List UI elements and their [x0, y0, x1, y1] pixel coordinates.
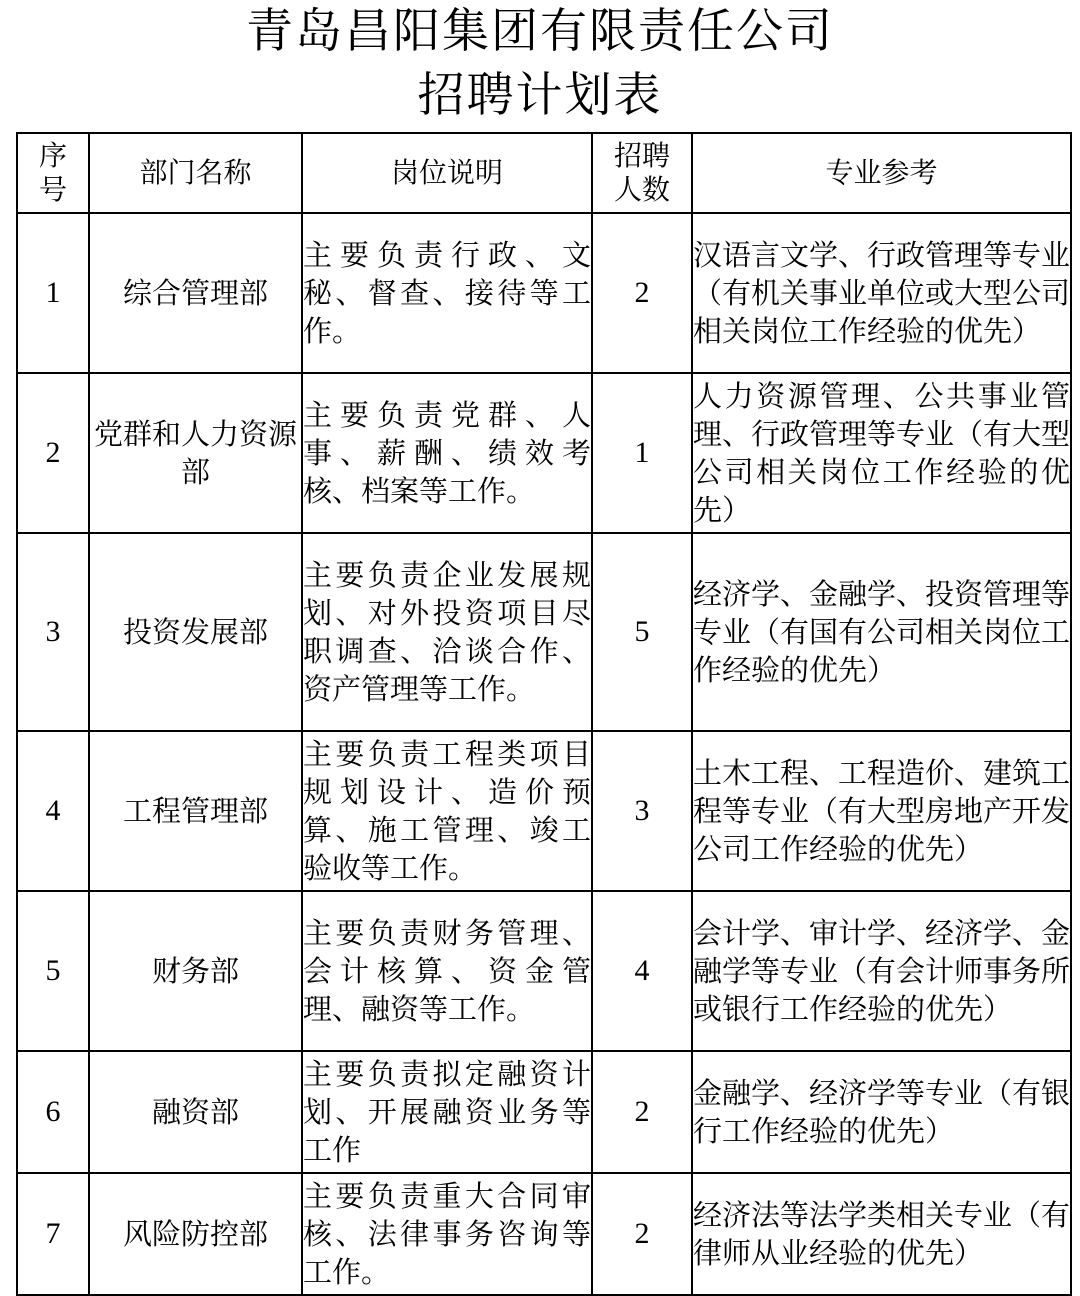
- table-row: [17, 373, 1071, 533]
- cell-seq: 5: [17, 891, 89, 1051]
- cell-count: 5: [592, 533, 692, 731]
- document-title: 青岛昌阳集团有限责任公司: [246, 4, 834, 59]
- cell-dept: 投资发展部: [89, 533, 302, 731]
- cell-seq: 7: [17, 1173, 89, 1295]
- header-dept: 部门名称: [89, 133, 302, 213]
- cell-duty: 主要负责财务管理、会计核算、资金管理、融资等工作。: [302, 891, 592, 1051]
- cell-duty: 主要负责企业发展规划、对外投资项目尽职调查、洽谈合作、资产管理等工作。: [302, 533, 592, 731]
- cell-major: 汉语言文学、行政管理等专业（有机关事业单位或大型公司相关岗位工作经验的优先）: [692, 213, 1071, 373]
- table-row: [17, 213, 1071, 373]
- cell-count: 2: [592, 213, 692, 373]
- recruitment-plan-table: [16, 132, 1072, 1296]
- cell-seq: 1: [17, 213, 89, 373]
- cell-count: 3: [592, 731, 692, 891]
- cell-duty: 主要负责工程类项目规划设计、造价预算、施工管理、竣工验收等工作。: [302, 731, 592, 891]
- cell-seq: 6: [17, 1051, 89, 1173]
- table-row: [17, 1051, 1071, 1173]
- cell-dept: 融资部: [89, 1051, 302, 1173]
- cell-count: 2: [592, 1173, 692, 1295]
- cell-dept: 工程管理部: [89, 731, 302, 891]
- cell-duty: 主要负责党群、人事、薪酬、绩效考核、档案等工作。: [302, 373, 592, 533]
- document-subtitle: 招聘计划表: [417, 68, 663, 123]
- cell-duty: 主要负责行政、文秘、督查、接待等工作。: [302, 213, 592, 373]
- cell-major: 经济学、金融学、投资管理等专业（有国有公司相关岗位工作经验的优先）: [692, 533, 1071, 731]
- cell-dept: 综合管理部: [89, 213, 302, 373]
- table-row: [17, 1173, 1071, 1295]
- cell-major: 金融学、经济学等专业（有银行工作经验的优先）: [692, 1051, 1071, 1173]
- header-duty: 岗位说明: [302, 133, 592, 213]
- cell-dept: 风险防控部: [89, 1173, 302, 1295]
- header-seq: 序号: [17, 133, 89, 213]
- cell-dept: 财务部: [89, 891, 302, 1051]
- table-header-row: [17, 133, 1071, 213]
- table-row: [17, 731, 1071, 891]
- header-count: 招聘人数: [592, 133, 692, 213]
- cell-major: 土木工程、工程造价、建筑工程等专业（有大型房地产开发公司工作经验的优先）: [692, 731, 1071, 891]
- cell-major: 人力资源管理、公共事业管理、行政管理等专业（有大型公司相关岗位工作经验的优先）: [692, 373, 1071, 533]
- table-row: [17, 533, 1071, 731]
- cell-seq: 2: [17, 373, 89, 533]
- cell-dept: 党群和人力资源部: [89, 373, 302, 533]
- cell-count: 2: [592, 1051, 692, 1173]
- cell-seq: 3: [17, 533, 89, 731]
- cell-major: 会计学、审计学、经济学、金融学等专业（有会计师事务所或银行工作经验的优先）: [692, 891, 1071, 1051]
- cell-major: 经济法等法学类相关专业（有律师从业经验的优先）: [692, 1173, 1071, 1295]
- cell-count: 4: [592, 891, 692, 1051]
- table-row: [17, 891, 1071, 1051]
- cell-seq: 4: [17, 731, 89, 891]
- cell-duty: 主要负责拟定融资计划、开展融资业务等工作: [302, 1051, 592, 1173]
- cell-duty: 主要负责重大合同审核、法律事务咨询等工作。: [302, 1173, 592, 1295]
- header-major: 专业参考: [692, 133, 1071, 213]
- cell-count: 1: [592, 373, 692, 533]
